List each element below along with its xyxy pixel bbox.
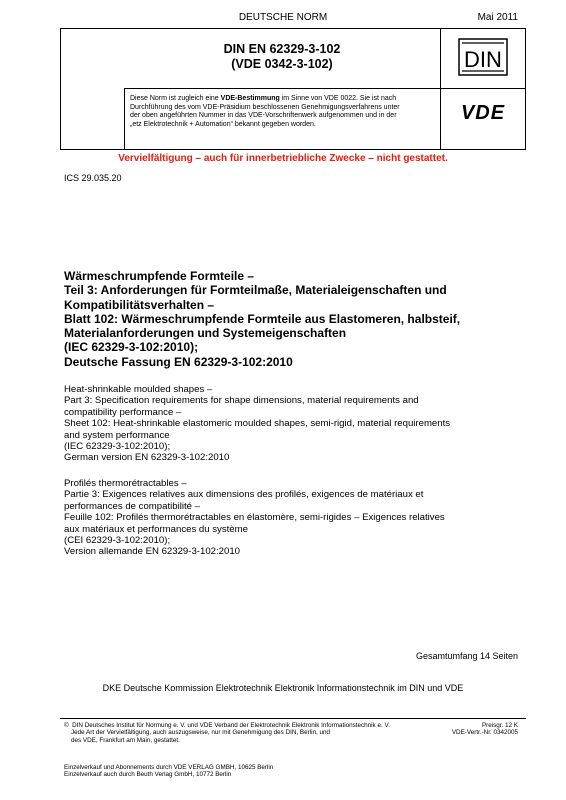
vde-logo: VDE: [460, 102, 506, 124]
din-logo-text: DIN: [464, 47, 502, 72]
notice-bold: VDE-Bestimmung: [220, 95, 280, 102]
title-line: Part 3: Specification requirements for shape dimensions, material requirements and: [64, 395, 419, 407]
title-line: and system performance: [64, 429, 170, 441]
sales-info: [64, 764, 273, 779]
title-line: (CEI 62329-3-102:2010);: [64, 535, 171, 547]
vde-notice: [130, 95, 436, 129]
header-title: DEUTSCHE NORM: [238, 12, 328, 23]
standard-number-block: [124, 42, 440, 72]
title-line: Sheet 102: Heat-shrinkable elastomeric moulded shapes, semi-rigid, material requirements: [64, 418, 451, 430]
standard-number: DIN EN 62329-3-102: [223, 42, 341, 56]
title-line: Kompatibilitätsverhalten –: [64, 297, 215, 312]
notice-line: „etz Elektrotechnik + Automation“ bekannt gegeben worden.: [130, 120, 316, 128]
notice-line: [130, 95, 436, 104]
din-logo: [458, 38, 508, 76]
copyright-line: © DIN Deutsches Institut für Normung e. V. und VDE Verband der Elektrotechnik Elektronik Informationstechnik e. V.: [64, 722, 390, 729]
title-line: Partie 3: Exigences relatives aux dimensions des profilés, exigences de matériaux et: [64, 489, 424, 501]
title-line: Blatt 102: Wärmeschrumpfende Formteile aus Elastomeren, halbsteif,: [64, 311, 461, 326]
header-date: Mai 2011: [477, 12, 518, 23]
copyright: [64, 722, 424, 744]
title-line: Materialanforderungen und Systemeigenschaften: [64, 326, 347, 341]
title-german: [64, 269, 524, 369]
title-line: compatibility performance –: [64, 406, 182, 418]
notice-line: der oben angeführten Nummer in das VDE-Vorschriftenwerk aufgenommen und in der: [130, 112, 397, 120]
title-line: Profilés thermorétractables –: [64, 478, 187, 489]
title-line: German version EN 62329-3-102:2010: [64, 452, 230, 464]
title-line: Wärmeschrumpfende Formteile –: [64, 269, 255, 283]
title-line: (IEC 62329-3-102:2010);: [64, 441, 171, 453]
title-line: Teil 3: Anforderungen für Formteilmaße, Materialeigenschaften und: [64, 283, 447, 298]
title-english: [64, 384, 524, 464]
title-line: Deutsche Fassung EN 62329-3-102:2010: [64, 354, 293, 369]
notice-line-1b: im Sinne von VDE 0022. Sie ist nach: [279, 95, 397, 102]
divider: [440, 28, 441, 150]
vde-number: (VDE 0342-3-102): [231, 57, 333, 71]
title-line: performances de compatibilité –: [64, 500, 200, 512]
divider: [124, 88, 125, 150]
title-line: Feuille 102: Profilés thermorétractables en élastomère, semi-rigides – Exigences relatives: [64, 512, 445, 524]
title-line: Heat-shrinkable moulded shapes –: [64, 384, 213, 395]
vde-order-number: VDE-Vertr.-Nr. 0342005: [451, 729, 518, 737]
copyright-line: Jede Art der Vervielfältigung, auch auszugsweise, nur mit Genehmigung des DIN, Berlin, und: [64, 729, 331, 737]
footer-divider: [60, 718, 526, 719]
notice-line-1a: Diese Norm ist zugleich eine: [130, 95, 221, 102]
sales-line: Einzelverkauf auch durch Beuth Verlag GmbH, 10772 Berlin: [64, 771, 232, 779]
price-block: [452, 722, 518, 737]
divider: [124, 88, 526, 89]
notice-line: Durchführung des vom VDE-Präsidium beschlossenen Genehmigungsverfahrens unter: [130, 103, 400, 111]
title-line: (IEC 62329-3-102:2010);: [64, 340, 199, 355]
price-group: Preisgr. 12 K: [481, 722, 518, 729]
reproduction-warning: Vervielfältigung – auch für innerbetriebliche Zwecke – nicht gestattet.: [118, 153, 448, 164]
dke-line: DKE Deutsche Kommission Elektrotechnik Elektronik Informationstechnik im DIN und VDE: [102, 683, 464, 693]
title-line: Version allemande EN 62329-3-102:2010: [64, 546, 241, 558]
sales-line: Einzelverkauf und Abonnements durch VDE VERLAG GMBH, 10625 Berlin: [64, 764, 274, 771]
din-logo-graphic: [458, 38, 508, 76]
title-line: aux matériaux et performances du système: [64, 523, 248, 535]
title-french: [64, 478, 524, 558]
ics-code: ICS 29.035.20: [64, 173, 122, 183]
copyright-line: des VDE, Frankfurt am Main, gestattet.: [64, 736, 180, 744]
total-pages: Gesamtumfang 14 Seiten: [415, 651, 518, 661]
